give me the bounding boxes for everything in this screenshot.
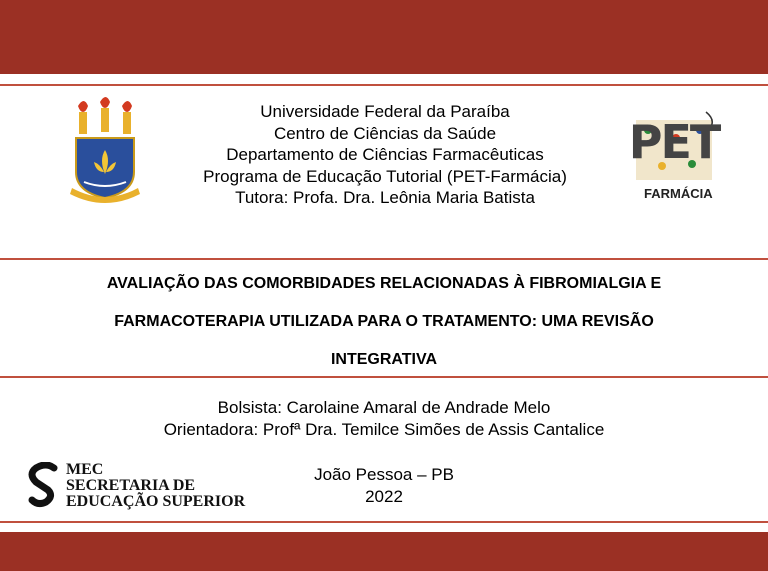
title-line: INTEGRATIVA bbox=[330, 351, 438, 368]
divider-rule bbox=[0, 376, 768, 378]
bottom-band bbox=[0, 532, 768, 571]
authors-block bbox=[100, 397, 668, 440]
place-date bbox=[250, 464, 518, 508]
pet-farmacia-logo bbox=[626, 108, 722, 206]
mec-s-icon bbox=[28, 462, 60, 512]
advisor-name: Orientadora: Profª Dra. Temilce Simões de Assis Cantalice bbox=[163, 419, 605, 439]
title-line: AVALIAÇÃO DAS COMORBIDADES RELACIONADAS À FIBROMIALGIA E bbox=[106, 275, 662, 292]
mec-line: MEC bbox=[66, 461, 104, 478]
ufpb-crest-icon bbox=[64, 96, 146, 208]
program-name: Programa de Educação Tutorial (PET-Farmácia) bbox=[203, 166, 567, 186]
divider-rule bbox=[0, 521, 768, 523]
university-name: Universidade Federal da Paraíba bbox=[260, 102, 510, 121]
divider-rule bbox=[0, 258, 768, 260]
pet-logo-word: PET bbox=[628, 115, 720, 169]
mec-line: SECRETARIA DE bbox=[66, 477, 196, 494]
department-name: Departamento de Ciências Farmacêuticas bbox=[226, 145, 544, 164]
mec-text bbox=[66, 462, 245, 510]
mec-logo bbox=[28, 462, 268, 514]
year: 2022 bbox=[365, 487, 403, 506]
presentation-title bbox=[30, 265, 738, 379]
pet-logo-sub: FARMÁCIA bbox=[644, 186, 713, 201]
divider-rule bbox=[0, 84, 768, 86]
institution-header bbox=[150, 101, 620, 209]
top-band bbox=[0, 0, 768, 74]
tutor-name: Tutora: Profa. Dra. Leônia Maria Batista bbox=[235, 188, 535, 207]
city: João Pessoa – PB bbox=[314, 465, 454, 484]
student-name: Bolsista: Carolaine Amaral de Andrade Melo bbox=[217, 398, 551, 417]
title-line: FARMACOTERAPIA UTILIZADA PARA O TRATAMENTO: UMA REVISÃO bbox=[114, 313, 654, 330]
center-name: Centro de Ciências da Saúde bbox=[273, 123, 497, 143]
mec-line: EDUCAÇÃO SUPERIOR bbox=[66, 493, 246, 510]
